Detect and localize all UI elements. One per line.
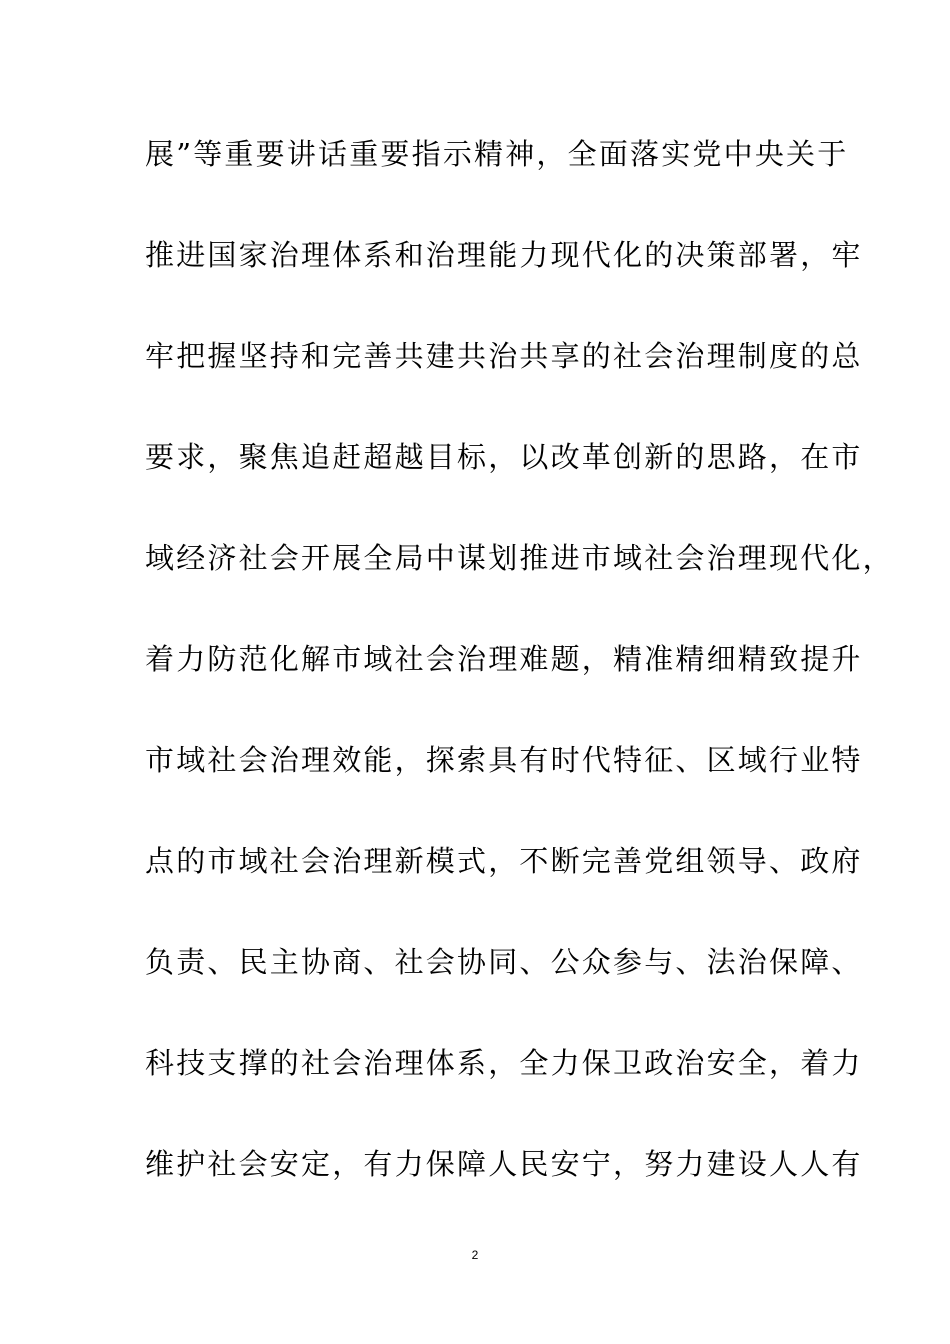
text-line: 维护社会安定，有力保障人民安宁，努力建设人人有 [145, 1147, 863, 1181]
page-number: 2 [471, 1248, 479, 1262]
text-line: 负责、民主协商、社会协同、公众参与、法治保障、 [145, 945, 863, 979]
text-line: 要求，聚焦追赶超越目标，以改革创新的思路，在市 [145, 440, 863, 474]
text-line: 着力防范化解市域社会治理难题，精准精细精致提升 [145, 642, 863, 676]
text-line: 推进国家治理体系和治理能力现代化的决策部署，牢 [145, 238, 863, 272]
text-line: 展”等重要讲话重要指示精神，全面落实党中央关于 [145, 137, 849, 171]
text-line: 市域社会治理效能，探索具有时代特征、区域行业特 [145, 743, 863, 777]
body-text [145, 128, 894, 1239]
text-line: 牢把握坚持和完善共建共治共享的社会治理制度的总 [145, 339, 863, 373]
text-line: 科技支撑的社会治理体系，全力保卫政治安全，着力 [145, 1046, 863, 1080]
text-line: 域经济社会开展全局中谋划推进市域社会治理现代化， [145, 541, 894, 575]
text-line: 点的市域社会治理新模式，不断完善党组领导、政府 [145, 844, 863, 878]
